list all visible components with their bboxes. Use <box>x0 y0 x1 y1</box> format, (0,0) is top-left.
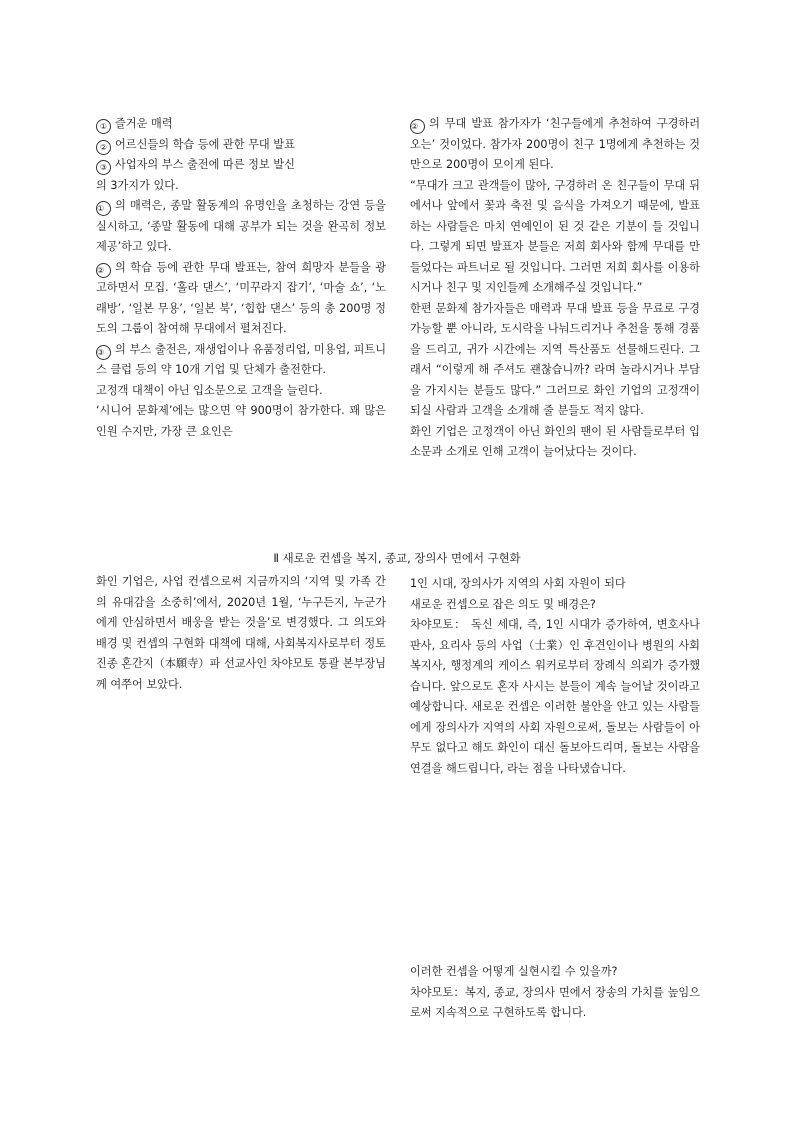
interview-heading: 1인 시대, 장의사가 지역의 사회 자원이 되다 <box>410 577 626 590</box>
paragraph-visitors: ‘시니어 문화제’에는 많으면 약 900명이 참가한다. 꽤 많은 인원 수지만, 가장 큰 요인은 <box>96 404 386 438</box>
right-column-top <box>410 114 700 463</box>
circled-number-1: ① <box>96 201 111 216</box>
circled-number-3: ③ <box>96 160 111 175</box>
subheading: 고정객 대책이 아닌 입소문으로 고객을 늘린다. <box>96 383 323 397</box>
interview-question: 새로운 컨셉으로 잡은 의도 및 배경은? <box>410 597 596 611</box>
paragraph-charm: ① 의 매력은, 종말 활동계의 유명인을 초청하는 강연 등을 실시하고, ‘종말 활동에 대해 공부가 되는 것을 완곡히 정보제공’하고 있다. <box>96 199 386 253</box>
circled-number-3: ③ <box>96 345 111 360</box>
paragraph-booth: ③ 의 부스 출전은, 재생업이나 유품정리업, 미용업, 피트니스 클럽 등의 약 10개 기업 및 단체가 출전한다. <box>96 342 386 376</box>
right-column-bottom <box>410 574 700 779</box>
quote-paragraph: “무대가 크고 관객들이 많아, 구경하러 온 친구들이 무대 뒤에서나 앞에서 꽃과 축전 및 음식을 가져오기 때문에, 발표하는 사람들은 마치 연예인이 된 것 같은 기분이 들 것입니다. 그렇게 되면 발표자 분들은 저희 회사와 함께 무대를 만들었다는 파트너로 될 것입니다. 그러면 저희 회사를 이용하시거나 친구 및 지인들께 소개해주실 것입니다.” <box>410 178 700 294</box>
circled-number-2: ② <box>410 119 425 134</box>
interview-answer: 차야모토： 독신 세대, 즉, 1인 시대가 증가하여, 변호사나 판사, 요리사 등의 사업（士業）인 후견인이나 병원의 사회복지사, 행정계의 케이스 워커로부터 장례식 의뢰가 증가했습니다. 앞으로도 혼자 사시는 분들이 계속 늘어날 것이라고 예상합니다. 새로운 컨셉은 이러한 불안을 안고 있는 사람들에게 장의사가 지역의 사회 자원으로써, 돌보는 사람들이 아무도 없다고 해도 화인이 대신 돌보아드리며, 돌보는 사람을 연결을 해드립니다, 라는 점을 나타냈습니다. <box>410 618 700 775</box>
list-item-3: ③ 사업자의 부스 출전에 따른 정보 발신 <box>96 155 386 176</box>
paragraph-stage: ② 의 학습 등에 관한 무대 발표는, 참여 희망자 분들을 광고하면서 모집. ‘훌라 댄스’, ‘미꾸라지 잡기’, ‘마술 쇼’, ‘노래방’, ‘일본 무용’, ‘일본 북’, ‘힙합 댄스’ 등의 총 200명 정도의 그룹이 참여해 무대에서 펼쳐진다. <box>96 260 386 335</box>
left-column-bottom <box>96 572 386 695</box>
intro-paragraph: 화인 기업은, 사업 컨셉으로써 지금까지의 ‘지역 및 가족 간의 유대감을 소중히’에서, 2020년 1월, ‘누구든지, 누군가에게 안심하면서 배웅을 받는 것을’로 변경했다. 그 의도와 배경 및 컨셉의 구현화 대책에 대해, 사회복지사로부터 정토 진종 혼간지（本願寺）파 선교사인 차야모토 통괄 본부장님께 여쭈어 보았다. <box>96 575 386 691</box>
left-column-top <box>96 114 386 442</box>
right-column-last <box>410 962 700 1024</box>
list-item-1: ① 즐거운 매력 <box>96 114 386 135</box>
interview-question-2: 이러한 컨셉을 어떻게 실현시킬 수 있을까? <box>410 965 618 978</box>
paragraph-participants: 한편 문화제 참가자들은 매력과 무대 발표 등을 무료로 구경 가능할 뿐 아니라, 도시락을 나눠드리거나 추천을 통해 경품을 드리고, 귀가 시간에는 지역 특산품도 선물해드린다. 그래서 “이렇게 해 주셔도 괜찮습니까? 라며 놀라시거나 부담을 가지시는 분들도 많다.” 그러므로 화인 기업의 고정객이 되실 사람과 고객을 소개해 줄 분들도 적지 않다. <box>410 301 700 417</box>
paragraph-conclusion: 화인 기업은 고정객이 아닌 화인의 팬이 된 사람들로부터 입소문과 소개로 인해 고객이 늘어났다는 것이다. <box>410 424 700 458</box>
section-title: Ⅱ 새로운 컨셉을 복지, 종교, 장의사 면에서 구현화 <box>273 551 521 565</box>
paragraph-stage-result: ② 의 무대 발표 참가자가 ‘친구들에게 추천하여 구경하러 오는’ 것이었다. 참가자 200명이 친구 1명에게 추천하는 것 만으로 200명이 모이게 된다. <box>410 117 700 171</box>
circled-number-1: ① <box>96 119 111 134</box>
circled-number-2: ② <box>96 140 111 155</box>
summary-text: 의 3가지가 있다. <box>96 178 179 192</box>
interview-answer-2: 차야모토：복지, 종교, 장의사 면에서 장송의 가치를 높임으로써 지속적으로 구현하도록 합니다. <box>410 985 700 1019</box>
list-item-2: ② 어르신들의 학습 등에 관한 무대 발표 <box>96 135 386 156</box>
circled-number-2: ② <box>96 263 111 278</box>
